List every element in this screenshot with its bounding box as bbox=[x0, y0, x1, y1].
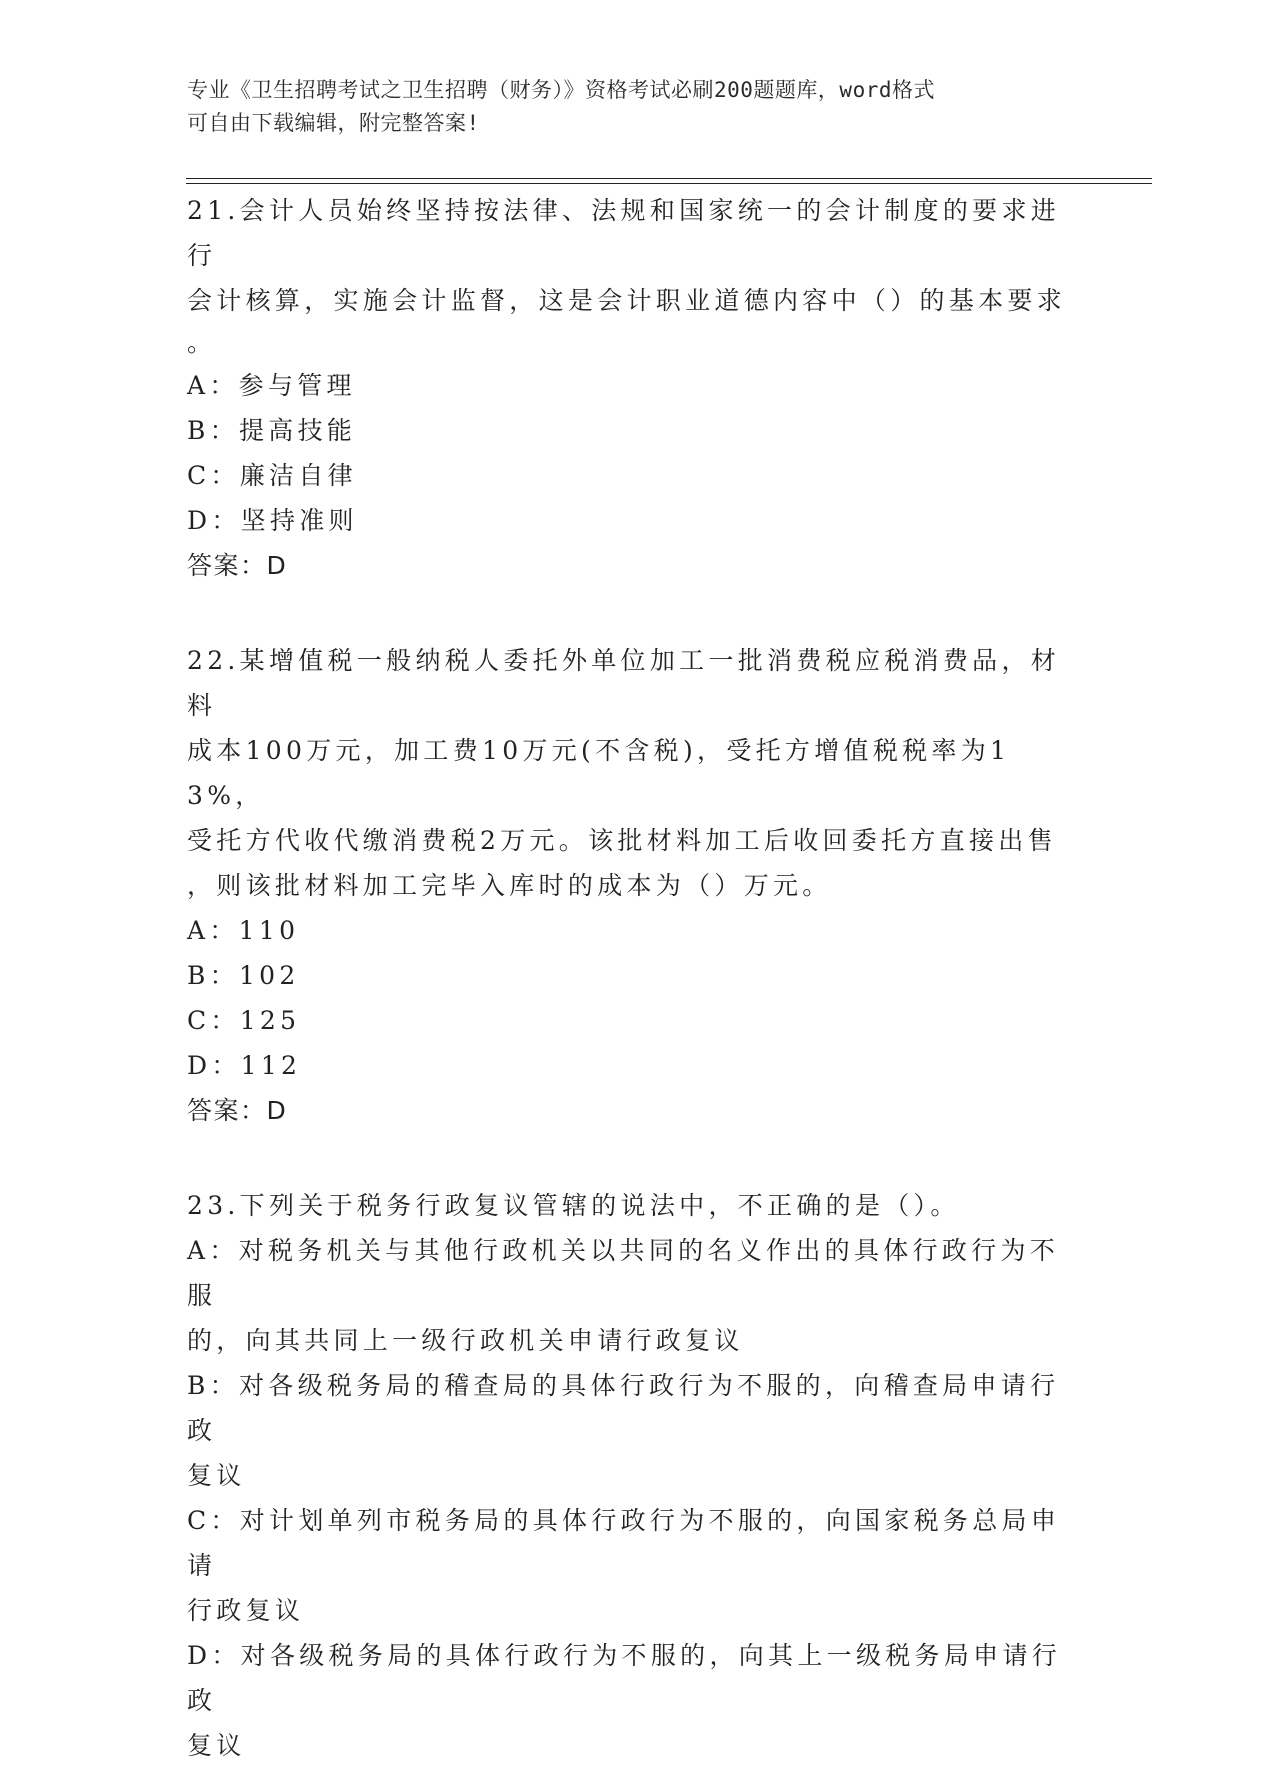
option-a-continued: 的，向其共同上一级行政机关申请行政复议 bbox=[187, 1326, 744, 1355]
option-c: C：对计划单列市税务局的具体行政行为不服的，向国家税务总局申请 bbox=[187, 1506, 1061, 1580]
option-c-continued: 行政复议 bbox=[187, 1596, 305, 1625]
option-c: C：125 bbox=[187, 1006, 301, 1035]
header-line-2: 可自由下载编辑，附完整答案! bbox=[187, 111, 480, 135]
option-b: B：提高技能 bbox=[187, 416, 357, 445]
option-c: C：廉洁自律 bbox=[187, 461, 357, 490]
header-divider-top bbox=[186, 178, 1152, 179]
question-21 bbox=[187, 188, 1087, 588]
question-text-line: 会计核算，实施会计监督，这是会计职业道德内容中（）的基本要求 bbox=[187, 286, 1067, 315]
option-b: B：102 bbox=[187, 961, 300, 990]
option-b-continued: 复议 bbox=[187, 1461, 246, 1490]
header-line-1: 专业《卫生招聘考试之卫生招聘（财务）》资格考试必刷200题题库，word格式 bbox=[187, 78, 935, 102]
answer-label: 答案：D bbox=[187, 1096, 288, 1125]
option-d: D：对各级税务局的具体行政行为不服的，向其上一级税务局申请行政 bbox=[187, 1641, 1062, 1715]
question-text-line: 21.会计人员始终坚持按法律、法规和国家统一的会计制度的要求进行 bbox=[187, 196, 1061, 270]
question-text-line: 成本100万元，加工费10万元(不含税)，受托方增值税税率为13%， bbox=[187, 736, 1011, 810]
answer-label: 答案：D bbox=[187, 551, 288, 580]
question-list bbox=[187, 188, 1087, 1768]
question-23 bbox=[187, 1183, 1087, 1768]
option-a: A：110 bbox=[187, 916, 300, 945]
option-a: A：参与管理 bbox=[187, 371, 356, 400]
question-text-line: 23.下列关于税务行政复议管辖的说法中，不正确的是（）。 bbox=[187, 1191, 960, 1220]
header-divider-bottom bbox=[186, 183, 1152, 184]
option-d-continued: 复议 bbox=[187, 1731, 246, 1760]
option-d: D：112 bbox=[187, 1051, 302, 1080]
question-text-line: 受托方代收代缴消费税2万元。该批材料加工后收回委托方直接出售 bbox=[187, 826, 1057, 855]
question-text-line: 。 bbox=[187, 328, 217, 357]
option-b: B：对各级税务局的稽查局的具体行政行为不服的，向稽查局申请行政 bbox=[187, 1371, 1060, 1445]
document-header bbox=[187, 74, 1067, 140]
question-text-line: 22.某增值税一般纳税人委托外单位加工一批消费税应税消费品，材料 bbox=[187, 646, 1061, 720]
question-text-line: ，则该批材料加工完毕入库时的成本为（）万元。 bbox=[187, 871, 832, 900]
option-a: A：对税务机关与其他行政机关以共同的名义作出的具体行政行为不服 bbox=[187, 1236, 1060, 1310]
option-d: D：坚持准则 bbox=[187, 506, 358, 535]
question-22 bbox=[187, 638, 1087, 1133]
